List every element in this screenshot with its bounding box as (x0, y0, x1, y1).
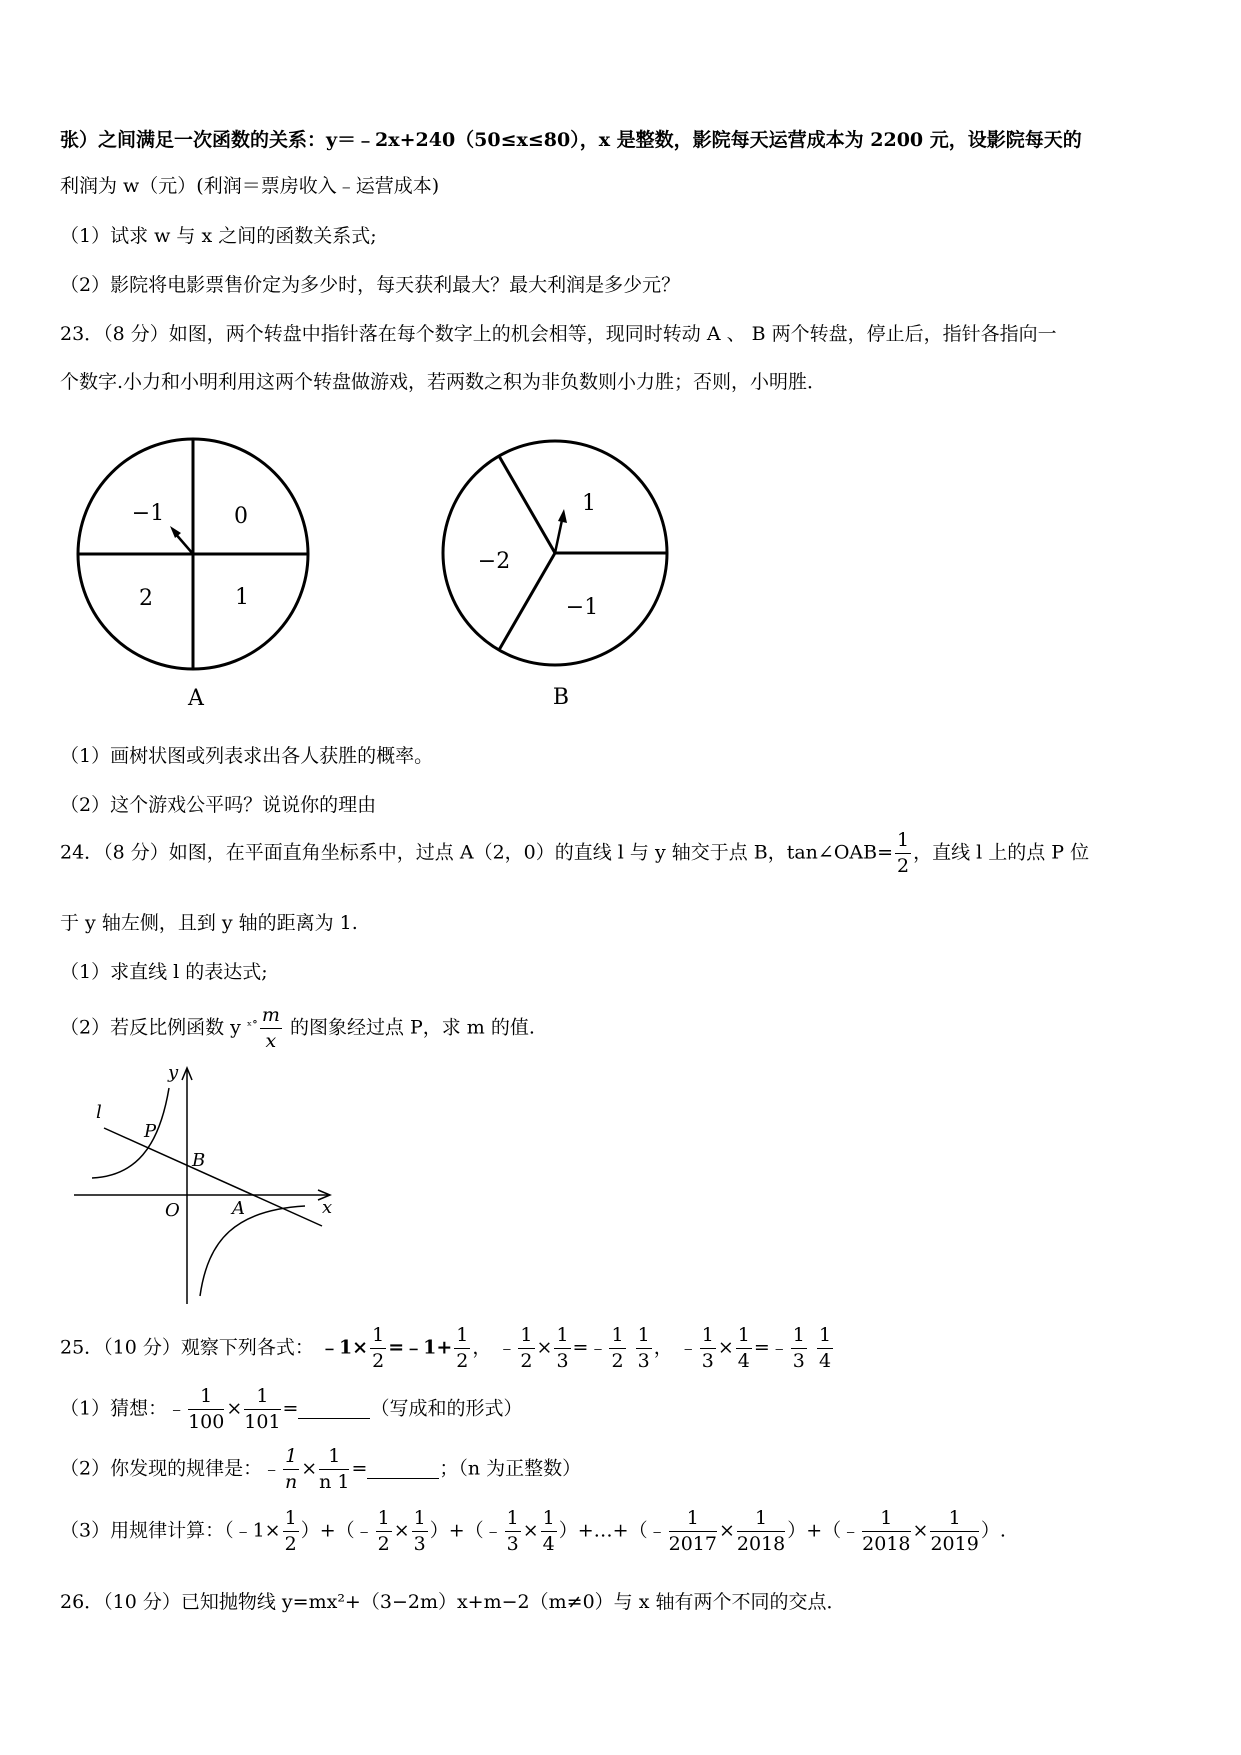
label-o: O (165, 1200, 180, 1221)
q25-line1: 25．（10 分）观察下列各式： ﹣1× $\frac{1}{2}$ =﹣1+ $\frac{1}{2}$ ， ﹣ $\frac{1}{2}$ × $\frac{1}{3}$ =﹣ $\frac{1}{2}$ $\frac{1}{3}$ ， ﹣ $\frac{1}{3}$ × $\frac{1}{4}$ =﹣ $\frac{1}{3}$ $\frac{1}{4}$ (60, 1324, 832, 1372)
label-b: B (192, 1150, 206, 1171)
q22-sub2: （2）影院将电影票售价定为多少时，每天获利最大？最大利润是多少元？ (60, 274, 681, 296)
q24-line1: 24．（8 分）如图，在平面直角坐标系中，过点 A（2，0）的直线 l 与 y 轴交于点 B，tan∠OAB= $\frac{1}{2}$ ，直线 l 上的点 P 位 (60, 829, 1090, 877)
q22-line1: 张）之间满足一次函数的关系：y＝﹣2x+240（50≤x≤80），x 是整数，影院每天运营成本为 2200 元，设影院每天的 (60, 129, 1082, 151)
hyperbola-right (200, 1206, 305, 1296)
q24-sub1: （1）求直线 l 的表达式; (60, 961, 268, 983)
wheel-a-num-1: −1 (131, 501, 165, 526)
q24-line2: 于 y 轴左侧，且到 y 轴的距离为 1. (60, 912, 358, 934)
q24-sub2: （2）若反比例函数 y $^{_x\circ}$ $\frac{m}{x}$ 的图象经过点 P，求 m 的值. (60, 1004, 535, 1052)
wheel-a-num-2: 0 (234, 504, 248, 529)
wheel-a (78, 439, 308, 711)
q25-sub1: （1）猜想：﹣ $\frac{1}{100}$ × $\frac{1}{101}$ = （写成和的形式） (60, 1385, 523, 1433)
q22-line2: 利润为 w（元）(利润＝票房收入﹣运营成本) (60, 175, 440, 197)
label-a: A (232, 1198, 245, 1219)
label-y: y (168, 1062, 179, 1083)
q26-line1: 26．（10 分）已知抛物线 y=mx²+（3−2m）x+m−2（m≠0）与 x 轴有两个不同的交点． (60, 1591, 846, 1613)
wheel-b-num-1: 1 (582, 491, 596, 516)
q23-line2: 个数字.小力和小明利用这两个转盘做游戏，若两数之积为非负数则小力胜；否则，小明胜． (60, 371, 827, 393)
wheel-b (443, 441, 667, 710)
coordinate-graph (60, 1058, 350, 1318)
spinner-diagram (0, 420, 720, 720)
label-p: P (144, 1121, 157, 1142)
wheel-b-label: B (552, 685, 570, 710)
q23-line1: 23．（8 分）如图，两个转盘中指针落在每个数字上的机会相等，现同时转动 A 、 B 两个转盘，停止后，指针各指向一 (60, 323, 1057, 345)
hyperbola-left (92, 1088, 169, 1178)
q25-sub2: （2）你发现的规律是：﹣ $\frac{1}{n}$ × $\frac{1}{n 1}$ = ；（n 为正整数） (60, 1445, 582, 1493)
label-l: l (96, 1102, 102, 1123)
wheel-a-num-4: 1 (235, 585, 249, 610)
q25-sub3: （3）用规律计算：（﹣1× $\frac{1}{2}$ ）+（﹣ $\frac{1}{2}$ × $\frac{1}{3}$ ）+（﹣ $\frac{1}{3}$ × $\frac{1}{4}$ ）+…+（﹣ $\frac{1}{2017}$ × $\frac{1}{2018}$ ）+（﹣ $\frac{1}{2018}$ × $\frac{1}{2019}$ ）. (60, 1507, 1006, 1555)
m-over-x-fraction: $\frac{m}{x}$ (261, 1004, 280, 1052)
wheel-b-num-2: −2 (477, 549, 511, 574)
wheel-a-num-3: 2 (139, 586, 153, 611)
line-l (104, 1128, 322, 1226)
tan-fraction: $\frac{1}{2}$ (897, 829, 910, 877)
wheel-b-num-3: −1 (565, 595, 599, 620)
q23-sub2: （2）这个游戏公平吗？说说你的理由 (60, 794, 377, 816)
q23-sub1: （1）画树状图或列表求出各人获胜的概率。 (60, 745, 434, 767)
label-x: x (322, 1197, 333, 1218)
answer-blank-2 (367, 1459, 439, 1479)
answer-blank-1 (298, 1399, 370, 1419)
q22-sub1: （1）试求 w 与 x 之间的函数关系式; (60, 225, 377, 247)
wheel-a-label: A (188, 686, 204, 711)
wheel-b-pointer (555, 520, 562, 553)
